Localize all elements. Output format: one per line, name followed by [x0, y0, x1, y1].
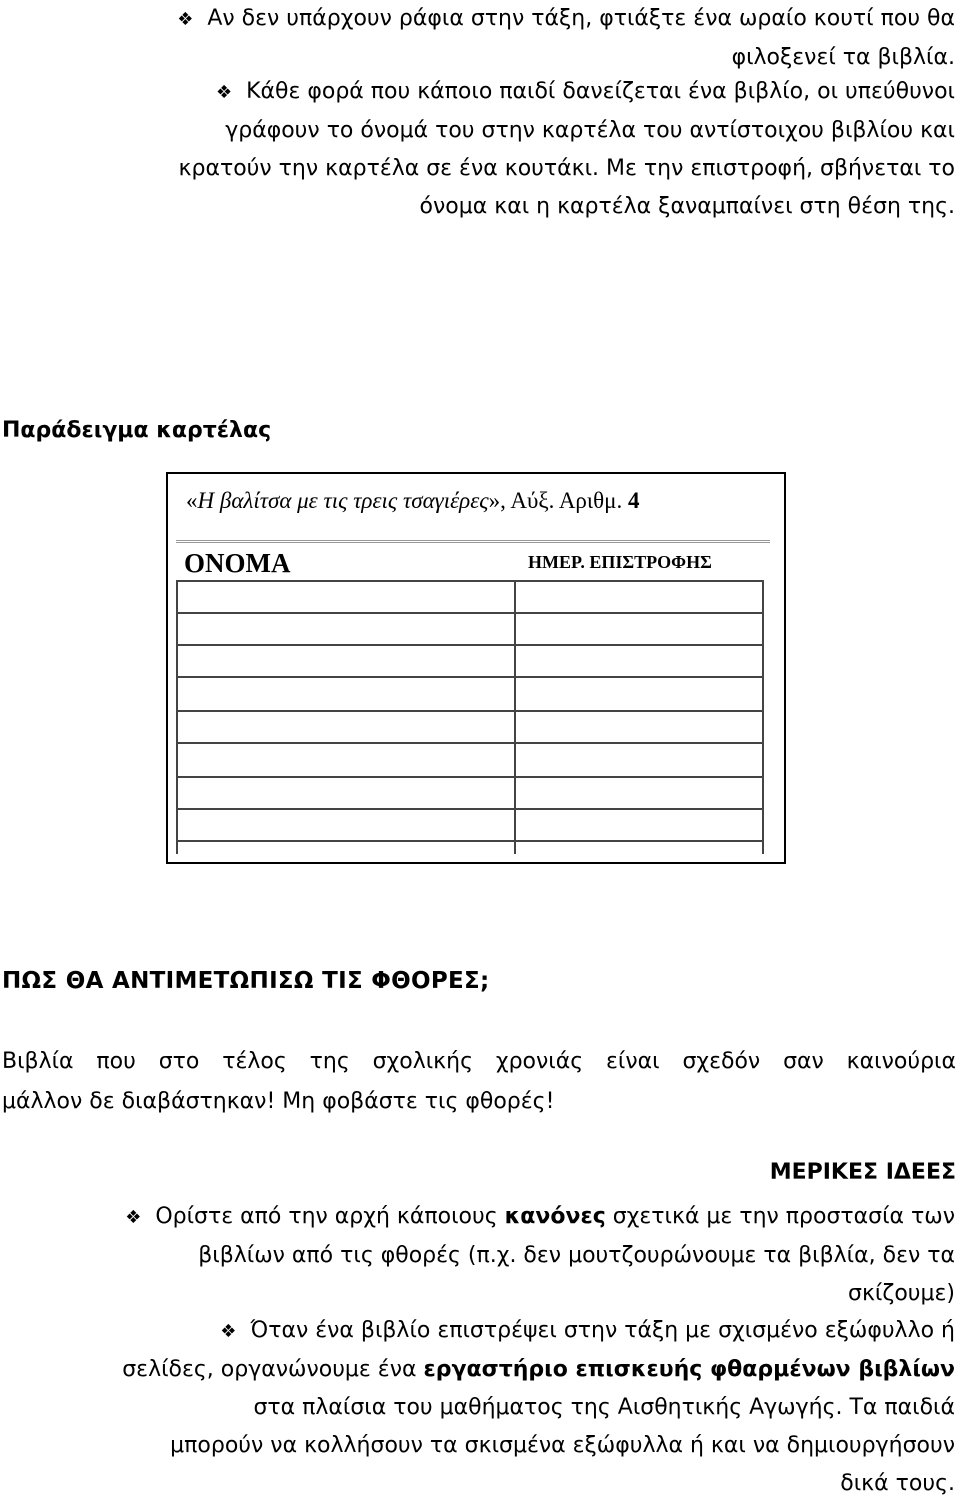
card-row-line [176, 676, 764, 678]
idea-2-line-5: δικά τους. [840, 1471, 955, 1496]
idea-2-line-2: σελίδες, οργανώνουμε ένα εργαστήριο επισκευής φθαρμένων βιβλίων [122, 1357, 955, 1382]
diamond-bullet-icon: ❖ [215, 82, 233, 103]
damage-heading: ΠΩΣ ΘΑ ΑΝΤΙΜΕΤΩΠΙΣΩ ΤΙΣ ΦΘΟΡΕΣ; [2, 968, 490, 994]
intro-item-1 [90, 0, 955, 77]
workshop-emphasis: εργαστήριο επισκευής φθαρμένων βιβλίων [423, 1357, 955, 1382]
intro-item-2 [100, 73, 955, 226]
intro-item-1-line-2: φιλοξενεί τα βιβλία. [731, 45, 955, 70]
idea-1-line-2: βιβλίων από τις φθορές (π.χ. δεν μουτζουρώνουμε τα βιβλία, δεν τα [198, 1243, 955, 1268]
ideas-heading: ΜΕΡΙΚΕΣ ΙΔΕΕΣ [769, 1160, 956, 1185]
library-card [166, 472, 786, 864]
intro-item-2-line-2: γράφουν το όνομά του στην καρτέλα του αντίστοιχου βιβλίου και [225, 118, 955, 143]
idea-2-line-3: στα πλαίσια του μαθήματος της Αισθητικής Αγωγής. Τα παιδιά [253, 1395, 955, 1420]
card-row-line [176, 840, 764, 842]
idea-item-1 [50, 1198, 955, 1313]
card-col-line [514, 582, 516, 854]
idea-1-line-1: ❖ Ορίστε από την αρχή κάποιους κανόνες σχετικά με την προστασία των [50, 1198, 955, 1237]
intro-item-2-line-3: κρατούν την καρτέλα σε ένα κουτάκι. Με την επιστροφή, σβήνεται το [178, 156, 955, 181]
card-top-rule [176, 540, 770, 543]
damage-paragraph [2, 1042, 956, 1122]
diamond-bullet-icon: ❖ [220, 1321, 237, 1342]
card-row-line [176, 742, 764, 744]
card-row-line [176, 580, 764, 582]
card-row-line [176, 612, 764, 614]
rules-emphasis: κανόνες [504, 1204, 606, 1229]
intro-item-2-line-1: ❖ Κάθε φορά που κάποιο παιδί δανείζεται ένα βιβλίο, οι υπεύθυνοι [100, 73, 955, 112]
idea-2-line-4: μπορούν να κολλήσουν τα σκισμένα εξώφυλλα ή και να δημιουργήσουν [170, 1433, 955, 1458]
damage-line-1: Βιβλία που στο τέλος της σχολικής χρονιάς είναι σχεδόν σαν καινούρια [2, 1049, 956, 1074]
card-row-line [176, 710, 764, 712]
idea-item-2 [80, 1312, 955, 1503]
column-header-name: ΟΝΟΜΑ [184, 548, 291, 578]
card-col-line [762, 582, 764, 854]
example-heading: Παράδειγμα καρτέλας [2, 418, 272, 443]
book-number: 4 [627, 488, 640, 513]
idea-1-line-3: σκίζουμε) [848, 1281, 955, 1306]
intro-item-1-line-1: ❖ Αν δεν υπάρχουν ράφια στην τάξη, φτιάξτε ένα ωραίο κουτί που θα [90, 0, 955, 39]
book-title: Η βαλίτσα με τις τρεις τσαγιέρες [197, 488, 489, 513]
damage-line-2: μάλλον δε διαβάστηκαν! Μη φοβάστε τις φθορές! [2, 1089, 555, 1114]
card-col-line [176, 582, 178, 854]
card-row-line [176, 776, 764, 778]
column-header-return-date: ΗΜΕΡ. ΕΠΙΣΤΡΟΦΗΣ [528, 552, 712, 572]
idea-2-line-1: ❖ Όταν ένα βιβλίο επιστρέψει στην τάξη με σχισμένο εξώφυλλο ή [80, 1312, 955, 1351]
intro-item-2-line-4: όνομα και η καρτέλα ξαναμπαίνει στη θέση της. [419, 194, 955, 219]
card-row-line [176, 644, 764, 646]
card-title: «Η βαλίτσα με τις τρεις τσαγιέρες», Αύξ. Αριθμ. 4 [186, 488, 640, 513]
diamond-bullet-icon: ❖ [177, 9, 194, 30]
diamond-bullet-icon: ❖ [125, 1207, 142, 1228]
card-row-line [176, 808, 764, 810]
